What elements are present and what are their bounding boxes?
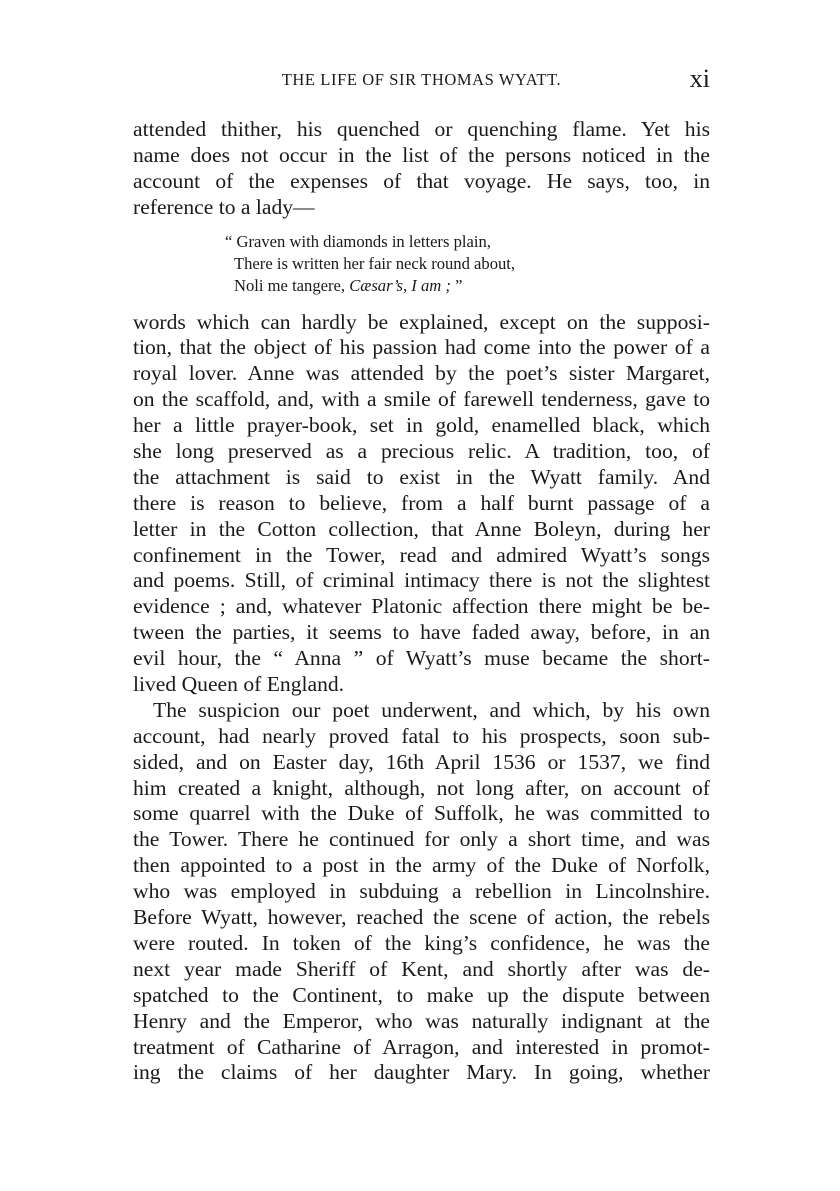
verse-line: There is written her fair neck round about, [234,253,516,273]
text-line: him created a knight, although, not long after, on account of [133,775,710,800]
text-line: account, had nearly proved fatal to his prospects, soon sub- [133,723,710,748]
text-line: there is reason to believe, from a half burnt passage of a [133,490,710,515]
paragraph-2 [133,310,710,698]
text-line: ing the claims of her daughter Mary. In going, whether [133,1060,710,1085]
text-line: spatched to the Continent, to make up the dispute between [133,982,710,1007]
text-line: tion, that the object of his passion had come into the power of a [133,335,710,360]
text-line: sided, and on Easter day, 16th April 1536 or 1537, we find [133,749,710,774]
paragraph-1 [133,117,710,221]
text-line: were routed. In token of the king’s confidence, he was the [133,930,710,955]
text-line: lived Queen of England. [133,672,345,697]
text-line: on the scaffold, and, with a smile of farewell tenderness, gave to [133,387,710,412]
text-line: royal lover. Anne was attended by the poet’s sister Margaret, [133,361,710,386]
text-line: attended thither, his quenched or quenching flame. Yet his [133,117,710,141]
text-line: treatment of Catharine of Arragon, and interested in promot- [133,1034,710,1059]
running-head [133,64,710,94]
text-line: tween the parties, it seems to have faded away, before, in an [133,620,710,645]
text-line: evil hour, the “ Anna ” of Wyatt’s muse became the short- [133,646,710,671]
verse-quotation [225,231,710,297]
verse-italic-text: Cæsar’s, I am ; [349,275,451,295]
text-line: words which can hardly be explained, except on the supposi- [133,309,710,334]
text-line: Before Wyatt, however, reached the scene of action, the rebels [133,905,710,930]
verse-line: “ Graven with diamonds in letters plain, [225,231,491,251]
text-line: account of the expenses of that voyage. He says, too, in [133,168,710,193]
paragraph-3 [133,698,710,1086]
body-text [133,117,710,1086]
verse-closing-quote: ” [450,275,463,295]
text-line: the Tower. There he continued for only a short time, and was [133,827,710,852]
text-line: her a little prayer-book, set in gold, enamelled black, which [133,413,710,438]
text-line: next year made Sheriff of Kent, and shortly after was de- [133,956,710,981]
text-line: evidence ; and, whatever Platonic affection there might be be- [133,594,710,619]
text-line: then appointed to a post in the army of the Duke of Norfolk, [133,853,710,878]
text-line: letter in the Cotton collection, that Anne Boleyn, during her [133,516,710,541]
verse-line [225,275,710,297]
verse-text: Noli me tangere, [234,275,350,295]
text-line: The suspicion our poet underwent, and which, by his own [153,697,710,722]
text-line: reference to a lady— [133,194,315,219]
text-line: and poems. Still, of criminal intimacy there is not the slightest [133,568,710,593]
page-number: xi [689,64,710,93]
text-line: confinement in the Tower, read and admired Wyatt’s songs [133,542,710,567]
text-line: some quarrel with the Duke of Suffolk, he was committed to [133,801,710,826]
text-line: she long preserved as a precious relic. A tradition, too, of [133,439,710,464]
text-line: who was employed in subduing a rebellion in Lincolnshire. [133,879,710,904]
running-title: THE LIFE OF SIR THOMAS WYATT. [281,70,562,89]
text-line: the attachment is said to exist in the Wyatt family. And [133,464,710,489]
text-line: name does not occur in the list of the persons noticed in the [133,142,710,167]
text-line: Henry and the Emperor, who was naturally indignant at the [133,1008,710,1033]
